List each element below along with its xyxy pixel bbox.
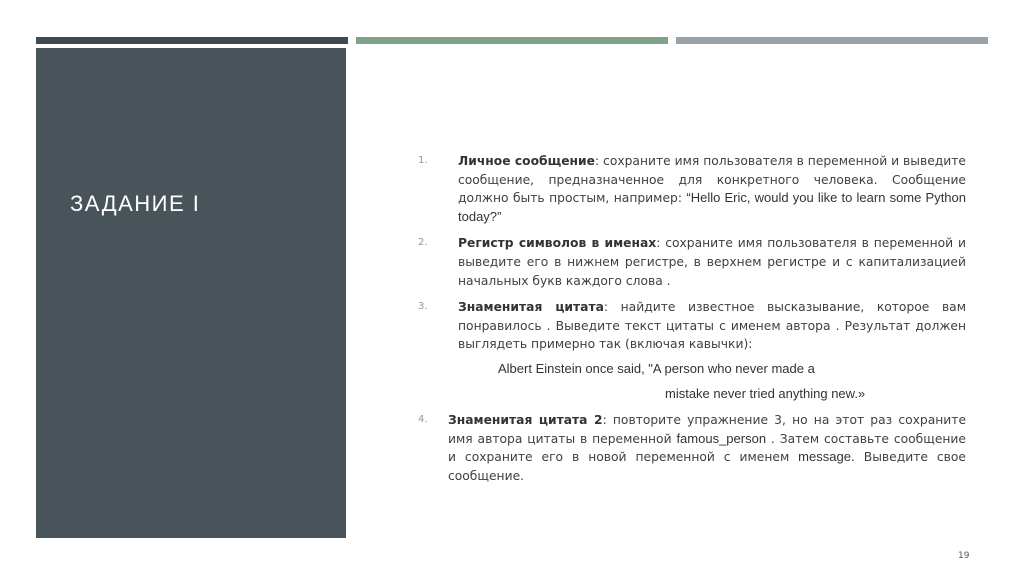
accent-bar-gray	[676, 37, 988, 44]
variable-name: message	[798, 449, 851, 465]
item-text: : сохраните имя пользователя в переменной и выведите сообщение, предназначенное для конкретного человека. Сообщение должно быть простым, например:	[458, 154, 966, 206]
item-heading: Регистр символов в именах	[458, 236, 657, 251]
accent-bar-green	[356, 37, 668, 44]
item-heading: Знаменитая цитата	[458, 300, 604, 315]
variable-name: famous_person	[676, 430, 767, 446]
accent-bar-dark	[36, 37, 348, 44]
quote-line-1: Albert Einstein once said, "A person who never made a	[498, 360, 815, 376]
item-text: : найдите известное высказывание, которое вам понравилось . Выведите текст цитаты с именем автора . Результат должен выглядеть примерно так (включая кавычки):	[458, 300, 966, 352]
item-text: . Затем составьте сообщение и сохраните его в новой переменной с именем	[448, 431, 966, 465]
item-number: 3.	[418, 301, 428, 313]
item-text: : сохраните имя пользователя в переменной и выведите его в нижнем регистре, в верхнем регистре и с капитализацией начальных букв каждого слова .	[458, 236, 966, 288]
page-number: 19	[958, 551, 970, 561]
item-heading: Знаменитая цитата 2	[448, 413, 603, 428]
list-item	[418, 152, 966, 226]
item-number: 4.	[418, 414, 428, 426]
task-list	[418, 152, 966, 494]
quote-line-2: mistake never tried anything new.»	[665, 385, 866, 401]
item-number: 2.	[418, 237, 428, 249]
example-text: “Hello Eric, would you like to learn some Python today?”	[458, 190, 966, 224]
list-item	[418, 411, 966, 485]
slide-title: ЗАДАНИЕ I	[70, 191, 201, 216]
item-heading: Личное сообщение	[458, 154, 595, 168]
title-panel	[36, 48, 346, 538]
list-item	[418, 234, 966, 290]
list-item	[418, 298, 966, 354]
item-number: 1.	[418, 155, 428, 166]
item-text: . Выведите свое сообщение.	[448, 450, 966, 483]
item-text: : повторите упражнение 3, но на этот раз сохраните имя автора цитаты в переменной	[448, 413, 967, 446]
